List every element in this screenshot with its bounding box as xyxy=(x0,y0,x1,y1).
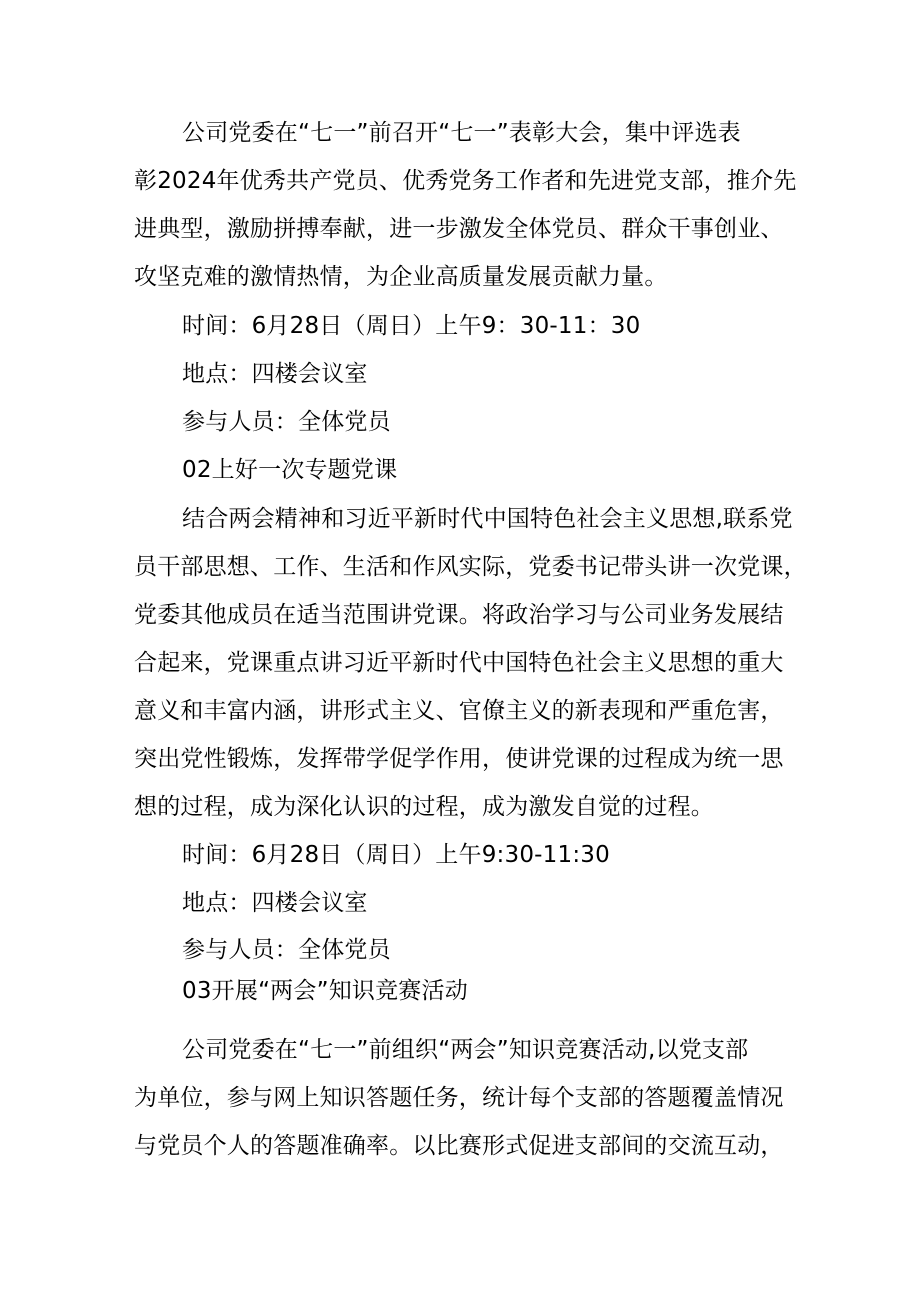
event-time: 时间：6月28日（周日）上午9：30-11：30 xyxy=(182,313,641,339)
paragraph-line: 结合两会精神和习近平新时代中国特色社会主义思想,联系党 xyxy=(182,506,793,532)
paragraph-line: 进典型，激励拼搏奉献，进一步激发全体党员、群众干事创业、 xyxy=(134,216,784,242)
paragraph-line: 党委其他成员在适当范围讲党课。将政治学习与公司业务发展结 xyxy=(134,602,784,628)
event-participants: 参与人员：全体党员 xyxy=(182,937,391,963)
paragraph-line: 与党员个人的答题准确率。以比赛形式促进支部间的交流互动， xyxy=(134,1133,784,1159)
event-participants: 参与人员：全体党员 xyxy=(182,409,391,435)
event-time: 时间：6月28日（周日）上午9:30-11:30 xyxy=(182,842,610,868)
paragraph-line: 突出党性锻炼，发挥带学促学作用，使讲党课的过程成为统一思 xyxy=(134,746,784,772)
paragraph-line: 为单位，参与网上知识答题任务，统计每个支部的答题覆盖情况 xyxy=(134,1085,784,1111)
section-heading: 03开展“两会”知识竞赛活动 xyxy=(182,978,468,1004)
paragraph-line: 想的过程，成为深化认识的过程，成为激发自觉的过程。 xyxy=(134,794,714,820)
paragraph-line: 合起来，党课重点讲习近平新时代中国特色社会主义思想的重大 xyxy=(134,650,784,676)
paragraph-line: 彰2024年优秀共产党员、优秀党务工作者和先进党支部，推介先 xyxy=(134,168,797,194)
paragraph-line: 公司党委在“七一”前组织“两会”知识竞赛活动,以党支部 xyxy=(182,1037,749,1063)
event-place: 地点：四楼会议室 xyxy=(182,361,368,387)
paragraph-line: 员干部思想、工作、生活和作风实际，党委书记带头讲一次党课， xyxy=(134,554,807,580)
paragraph-line: 公司党委在“七一”前召开“七一”表彰大会，集中评选表 xyxy=(182,120,741,146)
section-heading: 02上好一次专题党课 xyxy=(182,457,398,483)
paragraph-line: 意义和丰富内涵，讲形式主义、官僚主义的新表现和严重危害， xyxy=(134,698,784,724)
paragraph-line: 攻坚克难的激情热情，为企业高质量发展贡献力量。 xyxy=(134,264,668,290)
event-place: 地点：四楼会议室 xyxy=(182,890,368,916)
